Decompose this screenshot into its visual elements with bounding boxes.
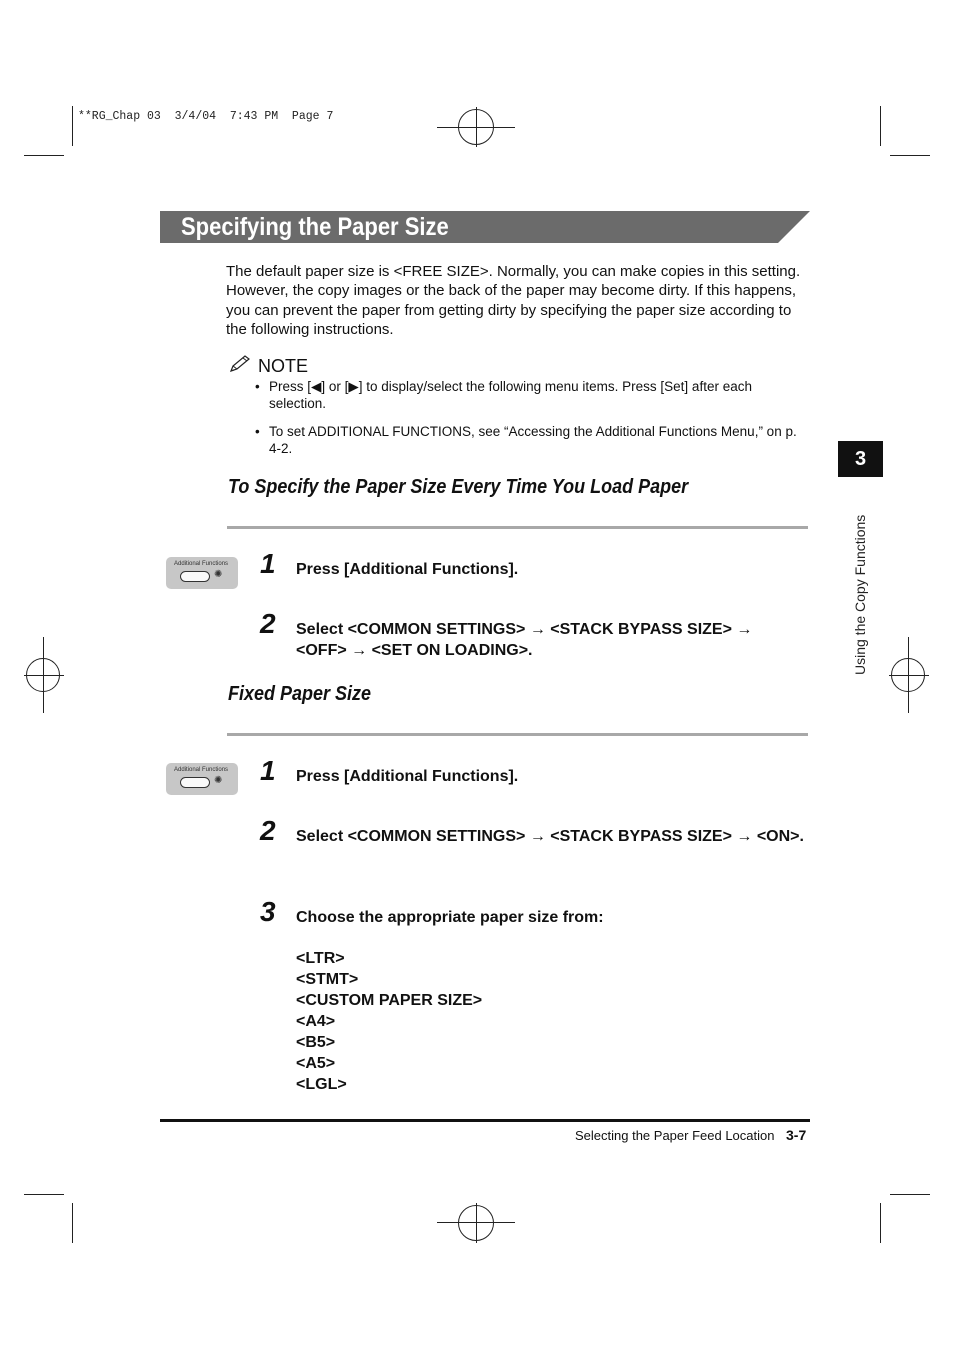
note-heading: [228, 354, 308, 379]
step-number: 2: [260, 608, 276, 639]
note-label: NOTE: [258, 356, 309, 376]
step-number: 1: [260, 755, 276, 786]
additional-functions-key-image: [166, 557, 238, 589]
step-text: Press [Additional Functions].: [296, 768, 519, 785]
key-button-icon: [180, 571, 210, 582]
intro-paragraph: The default paper size is <FREE SIZE>. Normally, you can make copies in this setting. However, the copy images or the back of the paper may become dirty. If this happens, you can prevent the paper from getting dirty by specifying the paper size according to the following instructions.: [226, 263, 801, 339]
list-item: <A5>: [296, 1055, 336, 1072]
page-number: 3-7: [786, 1127, 807, 1143]
chapter-tab: 3: [838, 441, 883, 477]
list-item: <B5>: [296, 1034, 336, 1051]
bullet-icon: •: [255, 379, 260, 394]
step-text: Select <COMMON SETTINGS> → <STACK BYPASS SIZE> → <OFF> → <SET ON LOADING>.: [296, 621, 753, 659]
step-number: 2: [260, 815, 276, 846]
paper-size-options: [296, 948, 482, 1095]
footer-rule: [160, 1119, 810, 1122]
key-button-icon: [180, 777, 210, 788]
key-light-icon: ✺: [214, 775, 223, 786]
additional-functions-key-image: [166, 763, 238, 795]
print-slug: **RG_Chap 03 3/4/04 7:43 PM Page 7: [78, 110, 334, 123]
key-label: Additional Functions: [174, 561, 229, 567]
step-text: Press [Additional Functions].: [296, 561, 519, 578]
list-item: <LGL>: [296, 1076, 347, 1093]
list-item: <A4>: [296, 1013, 336, 1030]
pencil-icon: [228, 354, 252, 379]
list-item: <CUSTOM PAPER SIZE>: [296, 992, 483, 1009]
section-divider: [227, 733, 808, 736]
list-item: <STMT>: [296, 971, 359, 988]
key-light-icon: ✺: [214, 569, 223, 580]
step-number: 1: [260, 548, 276, 579]
list-item: <LTR>: [296, 950, 345, 967]
step-number: 3: [260, 896, 276, 927]
footer-section-title: Selecting the Paper Feed Location: [575, 1128, 775, 1143]
section-heading: To Specify the Paper Size Every Time You Load Paper: [228, 476, 689, 498]
chapter-side-label: Using the Copy Functions: [852, 514, 868, 675]
page-title: Specifying the Paper Size: [181, 213, 449, 241]
section-heading: Fixed Paper Size: [228, 683, 372, 705]
section-divider: [227, 526, 808, 529]
key-label: Additional Functions: [174, 767, 229, 773]
bullet-icon: •: [255, 424, 260, 439]
step-text: Choose the appropriate paper size from:: [296, 909, 604, 926]
step-text: Select <COMMON SETTINGS> → <STACK BYPASS SIZE> → <ON>.: [296, 828, 804, 845]
